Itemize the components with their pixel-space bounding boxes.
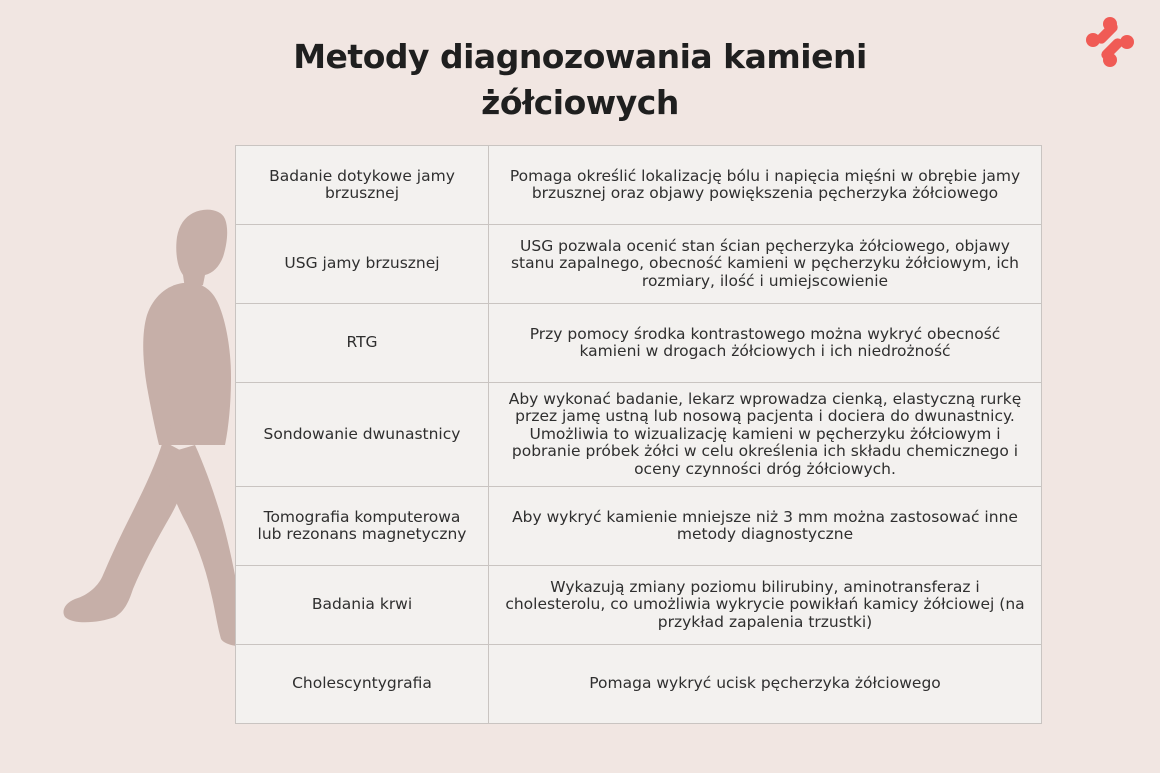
method-cell: RTG [236,304,489,383]
description-cell: Wykazują zmiany poziomu bilirubiny, aminotransferaz i cholesterolu, co umożliwia wykrycie powikłań kamicy żółciowej (na przykład zapalenia trzustki) [489,566,1042,645]
page-title [230,34,930,126]
description-cell: Pomaga określić lokalizację bólu i napięcia mięśni w obrębie jamy brzusznej oraz objawy powiększenia pęcherzyka żółciowego [489,146,1042,225]
table-row [236,566,1042,645]
method-cell: USG jamy brzusznej [236,225,489,304]
description-cell: Pomaga wykryć ucisk pęcherzyka żółciowego [489,645,1042,724]
description-cell: Aby wykonać badanie, lekarz wprowadza cienką, elastyczną rurkę przez jamę ustną lub nosową pacjenta i dociera do dwunastnicy. Umożliwia to wizualizację kamieni w pęcherzyku żółciowym i pobranie próbek żółci w celu określenia ich składu chemicznego i oceny czynności dróg żółciowych. [489,383,1042,487]
method-cell: Tomografia komputerowa lub rezonans magnetyczny [236,487,489,566]
description-cell: Aby wykryć kamienie mniejsze niż 3 mm można zastosować inne metody diagnostyczne [489,487,1042,566]
method-cell: Badania krwi [236,566,489,645]
title-line-1: Metody diagnozowania kamieni [293,37,867,76]
diagnostic-methods-table [235,145,1042,724]
method-cell: Cholescyntygrafia [236,645,489,724]
method-cell: Badanie dotykowe jamy brzusznej [236,146,489,225]
table-row [236,645,1042,724]
table-row [236,304,1042,383]
table-row [236,146,1042,225]
table-row [236,225,1042,304]
description-cell: USG pozwala ocenić stan ścian pęcherzyka żółciowego, objawy stanu zapalnego, obecność kamieni w pęcherzyku żółciowym, ich rozmiary, ilość i umiejscowienie [489,225,1042,304]
description-cell: Przy pomocy środka kontrastowego można wykryć obecność kamieni w drogach żółciowych i ich niedrożność [489,304,1042,383]
title-line-2: żółciowych [481,83,679,122]
method-cell: Sondowanie dwunastnicy [236,383,489,487]
table-row [236,487,1042,566]
red-dots-logo-icon [1082,16,1138,72]
table-row [236,383,1042,487]
